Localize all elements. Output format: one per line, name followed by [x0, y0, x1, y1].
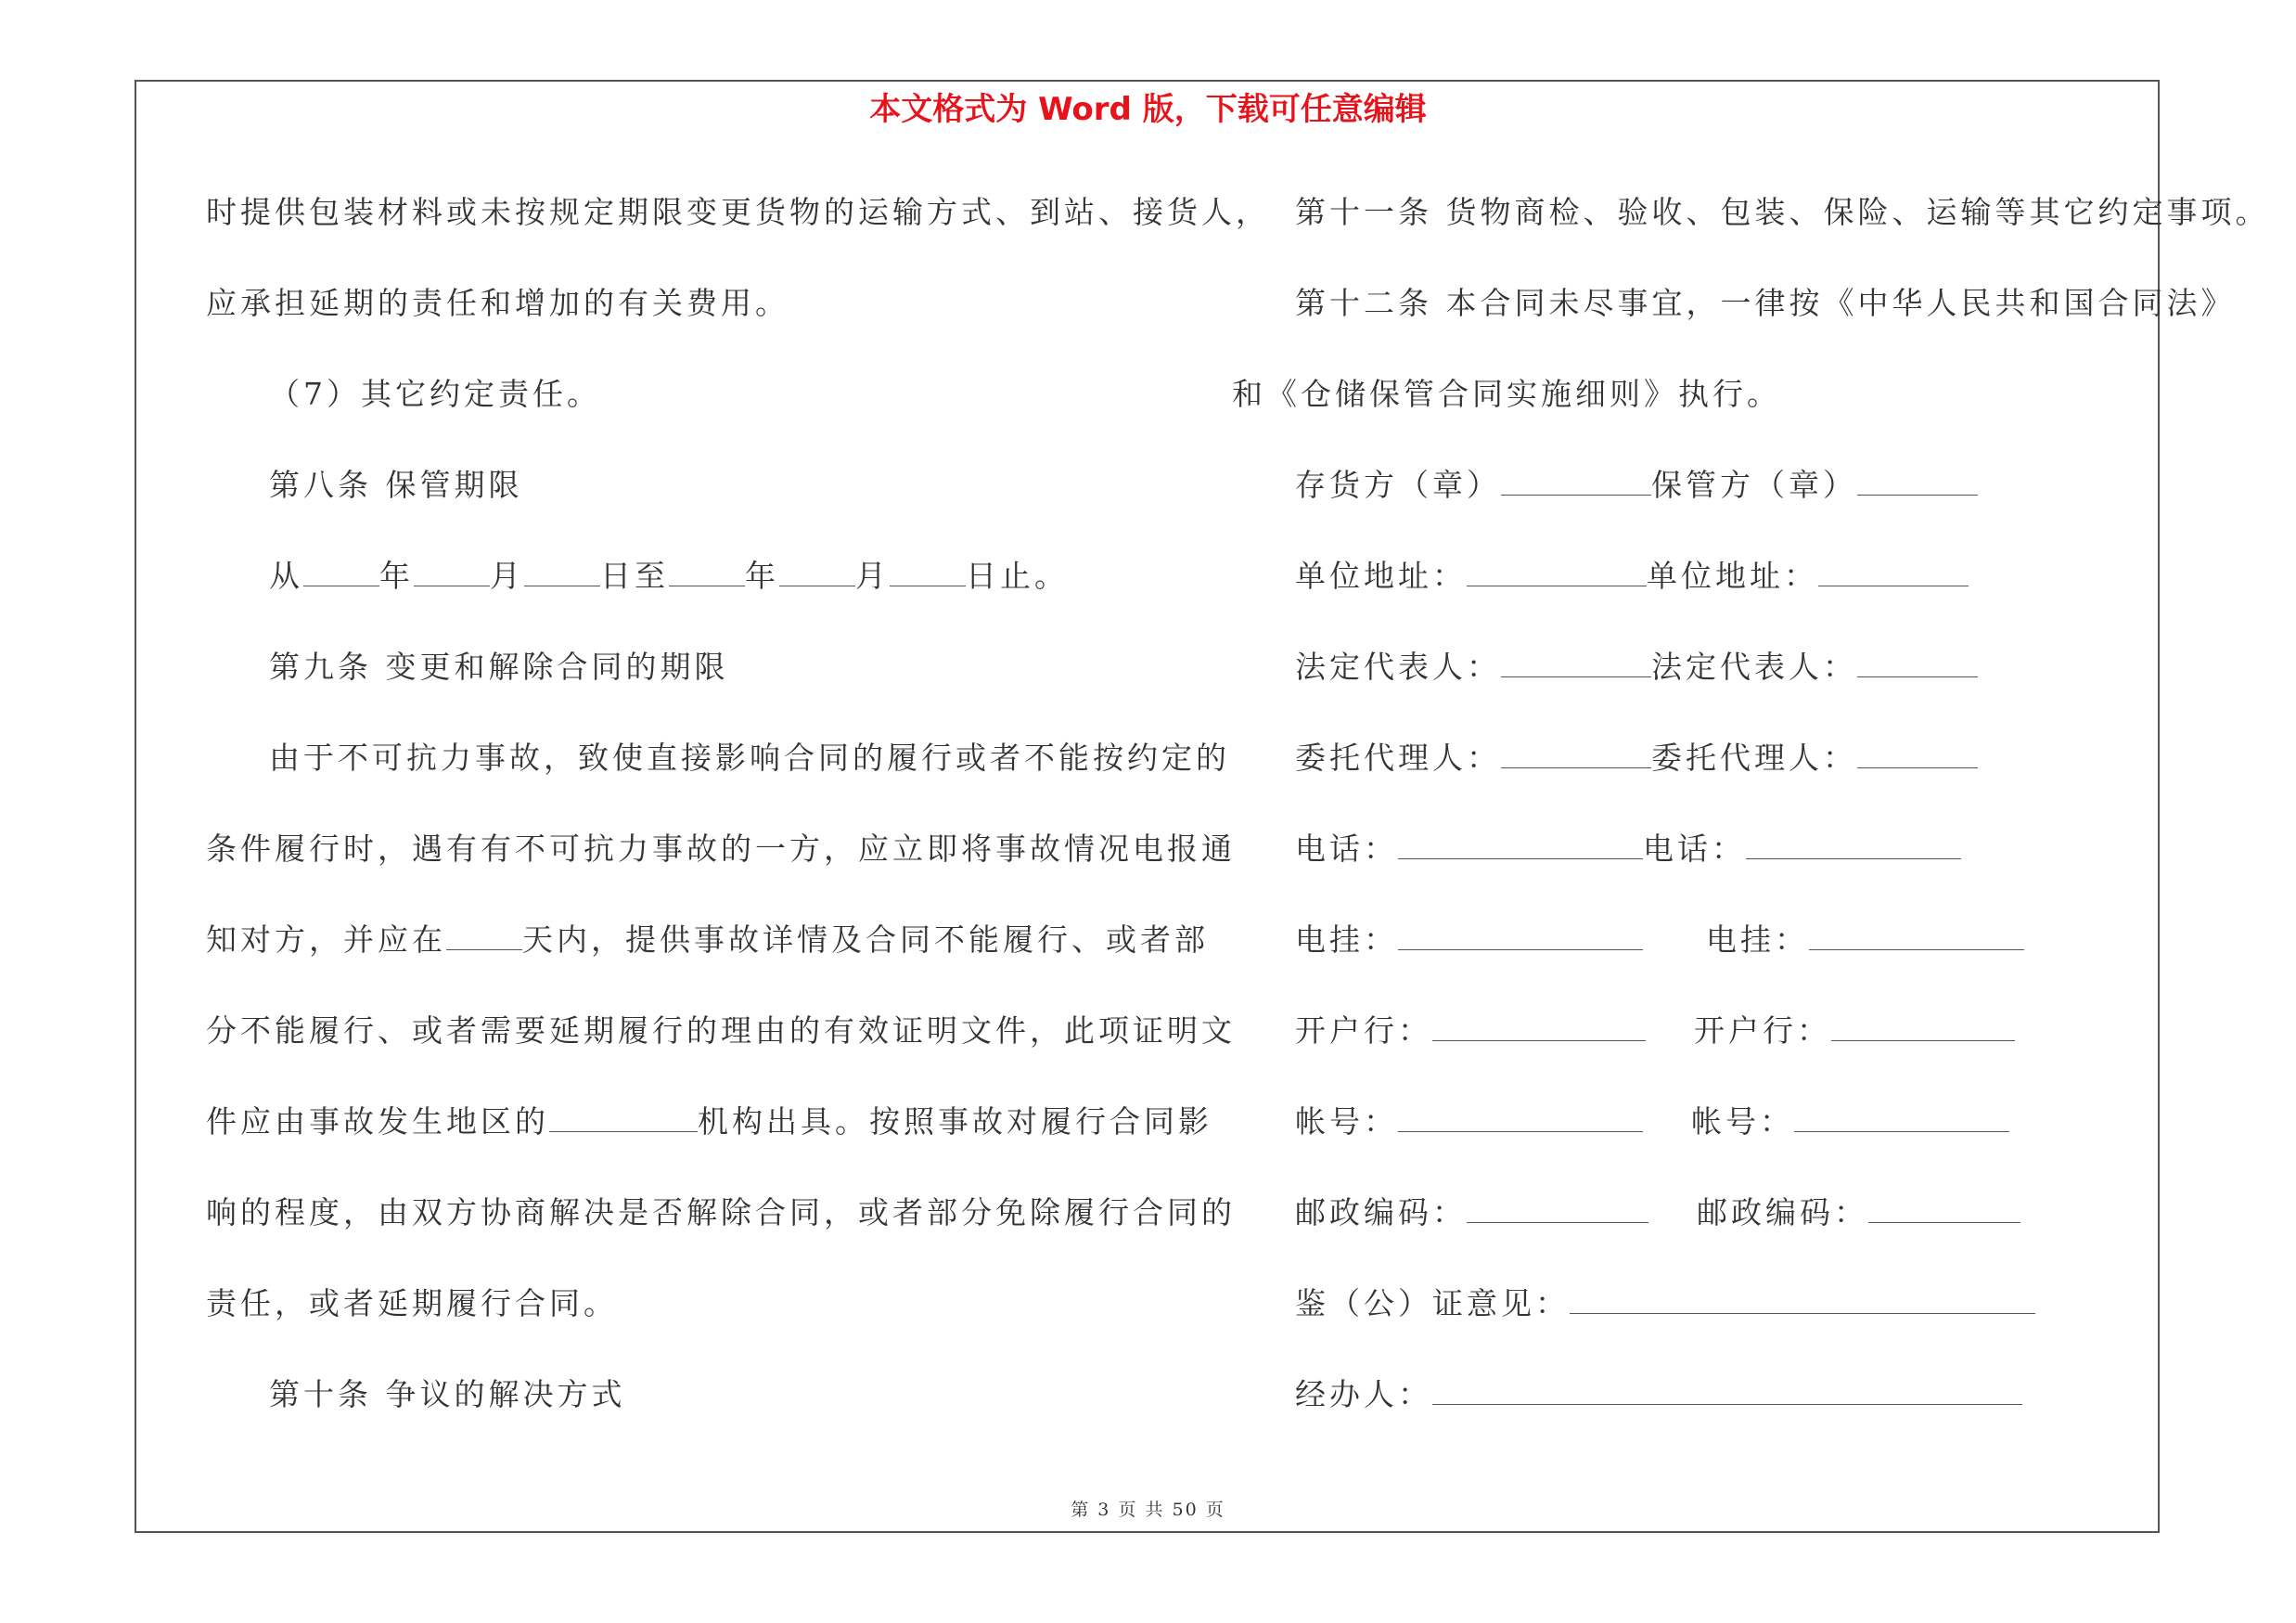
field-label: 经办人： — [1295, 1376, 1432, 1412]
field-label: 邮政编码： — [1295, 1194, 1467, 1230]
field-label: 单位地址： — [1295, 558, 1467, 594]
page-number-footer: 第 3 页 共 50 页 — [1071, 1500, 1225, 1520]
fill-blank — [446, 921, 522, 950]
article-heading — [206, 1364, 1134, 1455]
field-label: 开户行： — [1694, 1012, 1831, 1049]
signature-row — [1232, 637, 2178, 728]
text-line — [206, 1182, 1236, 1273]
left-column — [206, 182, 1270, 1455]
fill-blank — [1570, 1285, 2035, 1314]
fill-blank — [1501, 649, 1651, 677]
text-segment: 条件履行时，遇有有不可抗力事故的一方，应立即将事故情况电报通 — [206, 831, 1236, 867]
text-line — [206, 728, 1230, 818]
article-heading — [1232, 182, 2270, 273]
fill-blank — [1809, 921, 2024, 950]
fill-blank — [1868, 1194, 2020, 1223]
fill-blank — [779, 558, 855, 586]
text-segment: （7）其它约定责任。 — [269, 376, 601, 412]
fill-blank — [1432, 1376, 2022, 1405]
signature-row — [1232, 455, 2178, 546]
field-label: 委托代理人： — [1295, 740, 1501, 776]
fill-blank — [524, 558, 600, 586]
signature-row — [1232, 728, 2178, 818]
right-column — [1232, 182, 2270, 1455]
text-segment: 年 — [745, 558, 779, 594]
fill-blank — [1398, 831, 1643, 859]
text-segment: 日至 — [600, 558, 669, 594]
text-segment: 由于不可抗力事故，致使直接影响合同的履行或者不能按约定的 — [269, 740, 1230, 776]
fill-blank — [1501, 740, 1651, 768]
fill-blank — [1501, 467, 1651, 496]
signature-row — [1232, 1000, 2178, 1091]
field-label: 电挂： — [1295, 921, 1398, 958]
field-label: 单位地址： — [1647, 558, 1818, 594]
signature-row — [1232, 1091, 2178, 1182]
storage-period-line — [206, 546, 1134, 637]
text-segment: 和《仓储保管合同实施细则》执行。 — [1232, 376, 1781, 412]
text-segment: 机构出具。按照事故对履行合同影 — [698, 1103, 1212, 1140]
fill-blank — [303, 558, 379, 586]
text-line — [206, 1000, 1236, 1091]
fill-blank — [1398, 1103, 1643, 1132]
text-segment: 第十二条 本合同未尽事宜，一律按《中华人民共和国合同法》 — [1295, 285, 2236, 321]
text-segment: 知对方，并应在 — [206, 921, 446, 958]
field-label: 电挂： — [1706, 921, 1809, 958]
text-line — [206, 182, 1270, 273]
fill-blank — [549, 1103, 698, 1132]
text-line — [206, 1091, 1212, 1182]
notary-row — [1232, 1273, 2178, 1364]
field-label: 帐号： — [1691, 1103, 1794, 1140]
fill-blank — [1857, 740, 1978, 768]
text-segment: 第九条 变更和解除合同的期限 — [269, 649, 729, 685]
signature-row — [1232, 546, 2178, 637]
signature-row — [1232, 818, 2178, 909]
fill-blank — [1746, 831, 1961, 859]
fill-blank — [1818, 558, 1969, 586]
fill-blank — [1857, 467, 1978, 496]
field-label: 保管方（章） — [1651, 467, 1857, 503]
fill-blank — [1467, 558, 1647, 586]
text-segment: 从 — [269, 558, 303, 594]
text-segment: 月 — [855, 558, 890, 594]
text-segment: 第八条 保管期限 — [269, 467, 523, 503]
field-label: 法定代表人： — [1295, 649, 1501, 685]
handler-row — [1232, 1364, 2178, 1455]
text-segment: 件应由事故发生地区的 — [206, 1103, 549, 1140]
article-heading — [206, 637, 1134, 728]
article-heading — [206, 455, 1134, 546]
text-segment: 应承担延期的责任和增加的有关费用。 — [206, 285, 789, 321]
field-label: 帐号： — [1295, 1103, 1398, 1140]
text-segment: 分不能履行、或者需要延期履行的理由的有效证明文件，此项证明文 — [206, 1012, 1236, 1049]
text-segment: 月 — [490, 558, 524, 594]
fill-blank — [1398, 921, 1643, 950]
text-segment: 响的程度，由双方协商解决是否解除合同，或者部分免除履行合同的 — [206, 1194, 1236, 1230]
fill-blank — [1857, 649, 1978, 677]
field-label: 存货方（章） — [1295, 467, 1501, 503]
field-label: 电话： — [1295, 831, 1398, 867]
text-segment: 责任，或者延期履行合同。 — [206, 1285, 618, 1321]
fill-blank — [1467, 1194, 1648, 1223]
text-line — [206, 273, 1134, 364]
text-line — [206, 364, 1134, 455]
signature-row — [1232, 909, 2178, 1000]
text-line — [206, 909, 1209, 1000]
text-segment: 天内，提供事故详情及合同不能履行、或者部 — [522, 921, 1209, 958]
text-line — [206, 1273, 1134, 1364]
field-label: 鉴（公）证意见： — [1295, 1285, 1570, 1321]
format-banner: 本文格式为 Word 版，下载可任意编辑 — [869, 91, 1427, 128]
fill-blank — [1794, 1103, 2009, 1132]
text-segment: 第十一条 货物商检、验收、包装、保险、运输等其它约定事项。 — [1295, 194, 2270, 230]
field-label: 委托代理人： — [1651, 740, 1857, 776]
fill-blank — [414, 558, 490, 586]
article-heading — [1232, 273, 2236, 364]
fill-blank — [669, 558, 745, 586]
text-segment: 年 — [379, 558, 414, 594]
fill-blank — [1831, 1012, 2015, 1041]
fill-blank — [1432, 1012, 1646, 1041]
text-segment: 时提供包装材料或未按规定期限变更货物的运输方式、到站、接货人， — [206, 194, 1270, 230]
field-label: 法定代表人： — [1651, 649, 1857, 685]
text-line — [206, 818, 1236, 909]
field-label: 开户行： — [1295, 1012, 1432, 1049]
text-line — [1232, 364, 2178, 455]
text-segment: 第十条 争议的解决方式 — [269, 1376, 626, 1412]
fill-blank — [890, 558, 966, 586]
field-label: 电话： — [1643, 831, 1746, 867]
signature-row — [1232, 1182, 2178, 1273]
field-label: 邮政编码： — [1697, 1194, 1868, 1230]
text-segment: 日止。 — [966, 558, 1069, 594]
